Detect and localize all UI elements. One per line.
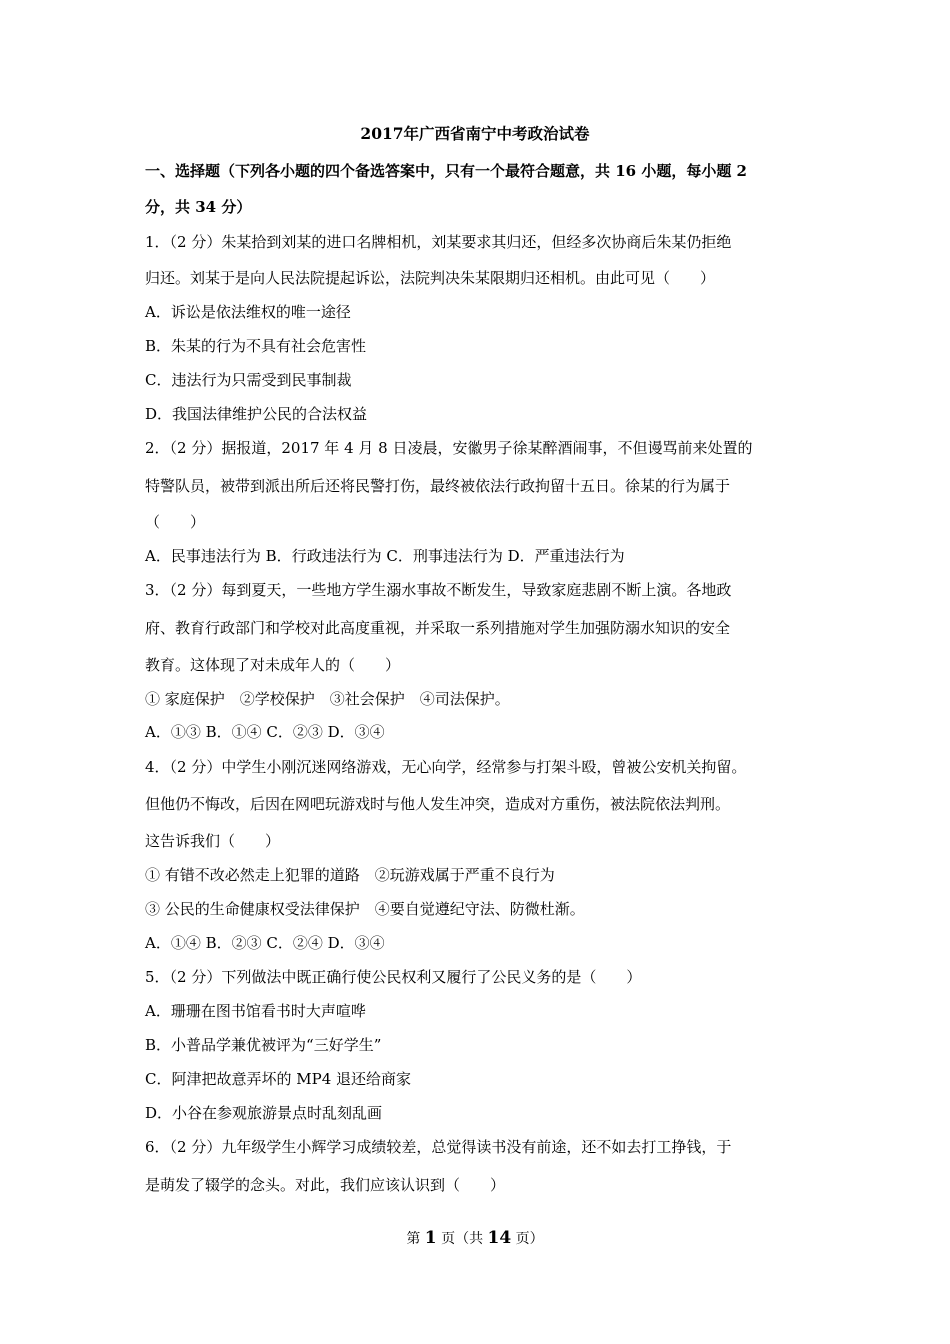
text-line: 特警队员，被带到派出所后还将民警打伤，最终被依法行政拘留十五日。徐某的行为属于 [145, 477, 731, 495]
text-line: A．①③ B．①④ C．②③ D．③④ [145, 723, 385, 741]
total-page-number: 14 [487, 1228, 512, 1248]
text-line: 教育。这体现了对未成年人的（ ） [145, 656, 401, 674]
text-line: D．小谷在参观旅游景点时乱刻乱画 [145, 1104, 383, 1122]
section-heading-line-1: 一、选择题（下列各小题的四个备选答案中，只有一个最符合题意，共 16 小题，每小题 2 [145, 162, 747, 180]
text-line: 6．（2 分）九年级学生小辉学习成绩较差，总觉得读书没有前途，还不如去打工挣钱，于 [145, 1138, 732, 1156]
text-line: 2．（2 分）据报道，2017 年 4 月 8 日凌晨，安徽男子徐某醉酒闹事，不但谩骂前来处置的 [145, 439, 753, 457]
footer-suffix: 页） [515, 1231, 544, 1247]
text-line: 归还。刘某于是向人民法院提起诉讼，法院判决朱某限期归还相机。由此可见（ ） [145, 269, 716, 287]
text-line: 4．（2 分）中学生小刚沉迷网络游戏，无心向学，经常参与打架斗殴，曾被公安机关拘留。 [145, 758, 747, 776]
text-line: C．违法行为只需受到民事制裁 [145, 371, 352, 389]
text-line: 3．（2 分）每到夏天，一些地方学生溺水事故不断发生，导致家庭悲剧不断上演。各地政 [145, 581, 732, 599]
page-footer [0, 1228, 950, 1249]
text-line: C．阿津把故意弄坏的 MP4 退还给商家 [145, 1070, 412, 1088]
footer-prefix: 第 [406, 1231, 421, 1247]
text-line: A．①④ B．②③ C．②④ D．③④ [145, 934, 385, 952]
current-page-number: 1 [424, 1228, 437, 1248]
footer-middle: 页（共 [441, 1231, 484, 1247]
text-line: B．小普品学兼优被评为“三好学生” [145, 1036, 382, 1054]
exam-title: 2017年广西省南宁中考政治试卷 [360, 124, 590, 143]
text-line: 但他仍不悔改，后因在网吧玩游戏时与他人发生冲突，造成对方重伤，被法院依法判刑。 [145, 795, 731, 813]
text-line: ③ 公民的生命健康权受法律保护 ④要自觉遵纪守法、防微杜渐。 [145, 900, 585, 918]
text-line: 1．（2 分）朱某拾到刘某的进口名牌相机，刘某要求其归还，但经多次协商后朱某仍拒绝 [145, 233, 732, 251]
text-line: 这告诉我们（ ） [145, 832, 281, 850]
text-line: 是萌发了辍学的念头。对此，我们应该认识到（ ） [145, 1176, 506, 1194]
text-line: A．民事违法行为 B．行政违法行为 C．刑事违法行为 D．严重违法行为 [145, 547, 625, 565]
text-line: ① 有错不改必然走上犯罪的道路 ②玩游戏属于严重不良行为 [145, 866, 555, 884]
section-heading-line-2: 分，共 34 分） [145, 198, 252, 216]
text-line: B．朱某的行为不具有社会危害性 [145, 337, 367, 355]
text-line: （ ） [145, 513, 206, 531]
text-line: 府、教育行政部门和学校对此高度重视，并采取一系列措施对学生加强防溺水知识的安全 [145, 619, 731, 637]
text-line: D．我国法律维护公民的合法权益 [145, 405, 368, 423]
text-line: 5．（2 分）下列做法中既正确行使公民权利又履行了公民义务的是（ ） [145, 968, 642, 986]
text-line: A．诉讼是依法维权的唯一途径 [145, 303, 351, 321]
text-line: A．珊珊在图书馆看书时大声喧哗 [145, 1002, 366, 1020]
text-line: ① 家庭保护 ②学校保护 ③社会保护 ④司法保护。 [145, 690, 510, 708]
